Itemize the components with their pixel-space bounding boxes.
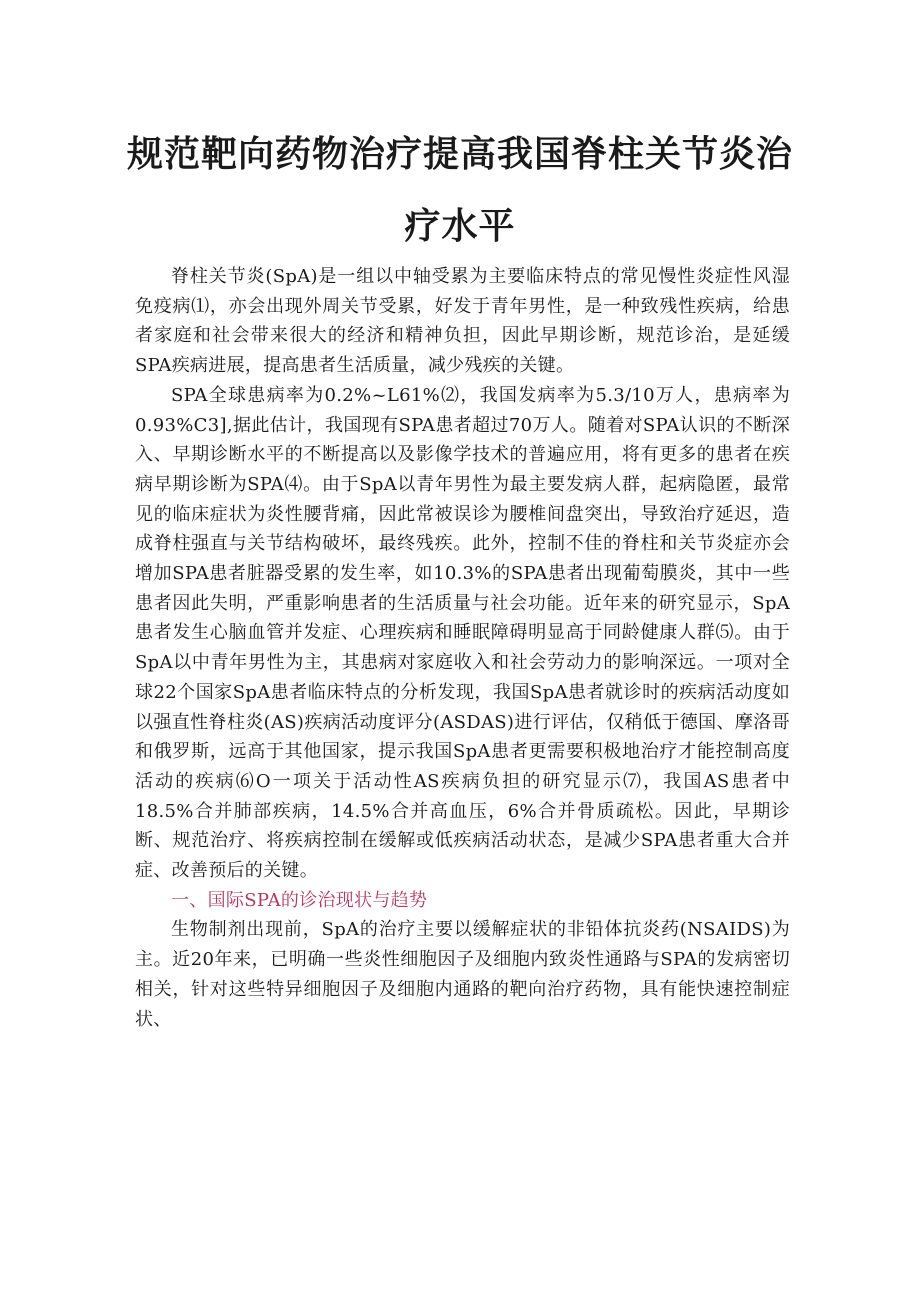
paragraph-section-1: 生物制剂出现前，SpA的治疗主要以缓解症状的非铅体抗炎药(NSAIDS)为主。近20年来，已明确一些炎性细胞因子及细胞内致炎性通路与SPA的发病密切相关，针对这些特异细胞因子及细胞内通路的靶向治疗药物，具有能快速控制症状、	[135, 919, 790, 1030]
paragraph-epidemiology: SPA全球患病率为0.2%~L61%⑵，我国发病率为5.3/10万人，患病率为0.93%C3],据此估计，我国现有SPA患者超过70万人。随着对SPA认识的不断深入、早期诊断水平的不断提高以及影像学技术的普遍应用，将有更多的患者在疾病早期诊断为SPA⑷。由于SpA以青年男性为最主要发病人群，起病隐匿，最常见的临床症状为炎性腰背痛，因此常被误诊为腰椎间盘突出，导致治疗延迟，造成脊柱强直与关节结构破坏，最终残疾。此外，控制不佳的脊柱和关节炎症亦会增加SPA患者脏器受累的发生率，如10.3%的SPA患者出现葡萄膜炎，其中一些患者因此失明，严重影响患者的生活质量与社会功能。近年来的研究显示，SpA患者发生心脑血管并发症、心理疾病和睡眠障碍明显高于同龄健康人群⑸。由于SpA以中青年男性为主，其患病对家庭收入和社会劳动力的影响深远。一项对全球22个国家SpA患者临床特点的分析发现，我国SpA患者就诊时的疾病活动度如以强直性脊柱炎(AS)疾病活动度评分(ASDAS)进行评估，仅稍低于德国、摩洛哥和俄罗斯，远高于其他国家，提示我国SpA患者更需要积极地治疗才能控制高度活动的疾病⑹O一项关于活动性AS疾病负担的研究显示⑺，我国AS患者中18.5%合并肺部疾病，14.5%合并高血压，6%合并骨质疏松。因此，早期诊断、规范治疗、将疾病控制在缓解或低疾病活动状态，是减少SPA患者重大合并症、改善预后的关键。	[135, 384, 790, 882]
paragraph-intro: 脊柱关节炎(SpA)是一组以中轴受累为主要临床特点的常见慢性炎症性风湿免疫病⑴，亦会出现外周关节受累，好发于青年男性，是一种致残性疾病，给患者家庭和社会带来很大的经济和精神负担，因此早期诊断，规范诊治，是延缓SPA疾病进展，提高患者生活质量，减少残疾的关键。	[135, 266, 790, 377]
section-heading: 一、国际SPA的诊治现状与趋势	[171, 889, 428, 911]
document-body	[135, 262, 790, 1034]
document-title-line-1: 规范靶向药物治疗提高我国脊柱关节炎治	[126, 134, 793, 175]
document-title-line-2: 疗水平	[404, 206, 516, 247]
